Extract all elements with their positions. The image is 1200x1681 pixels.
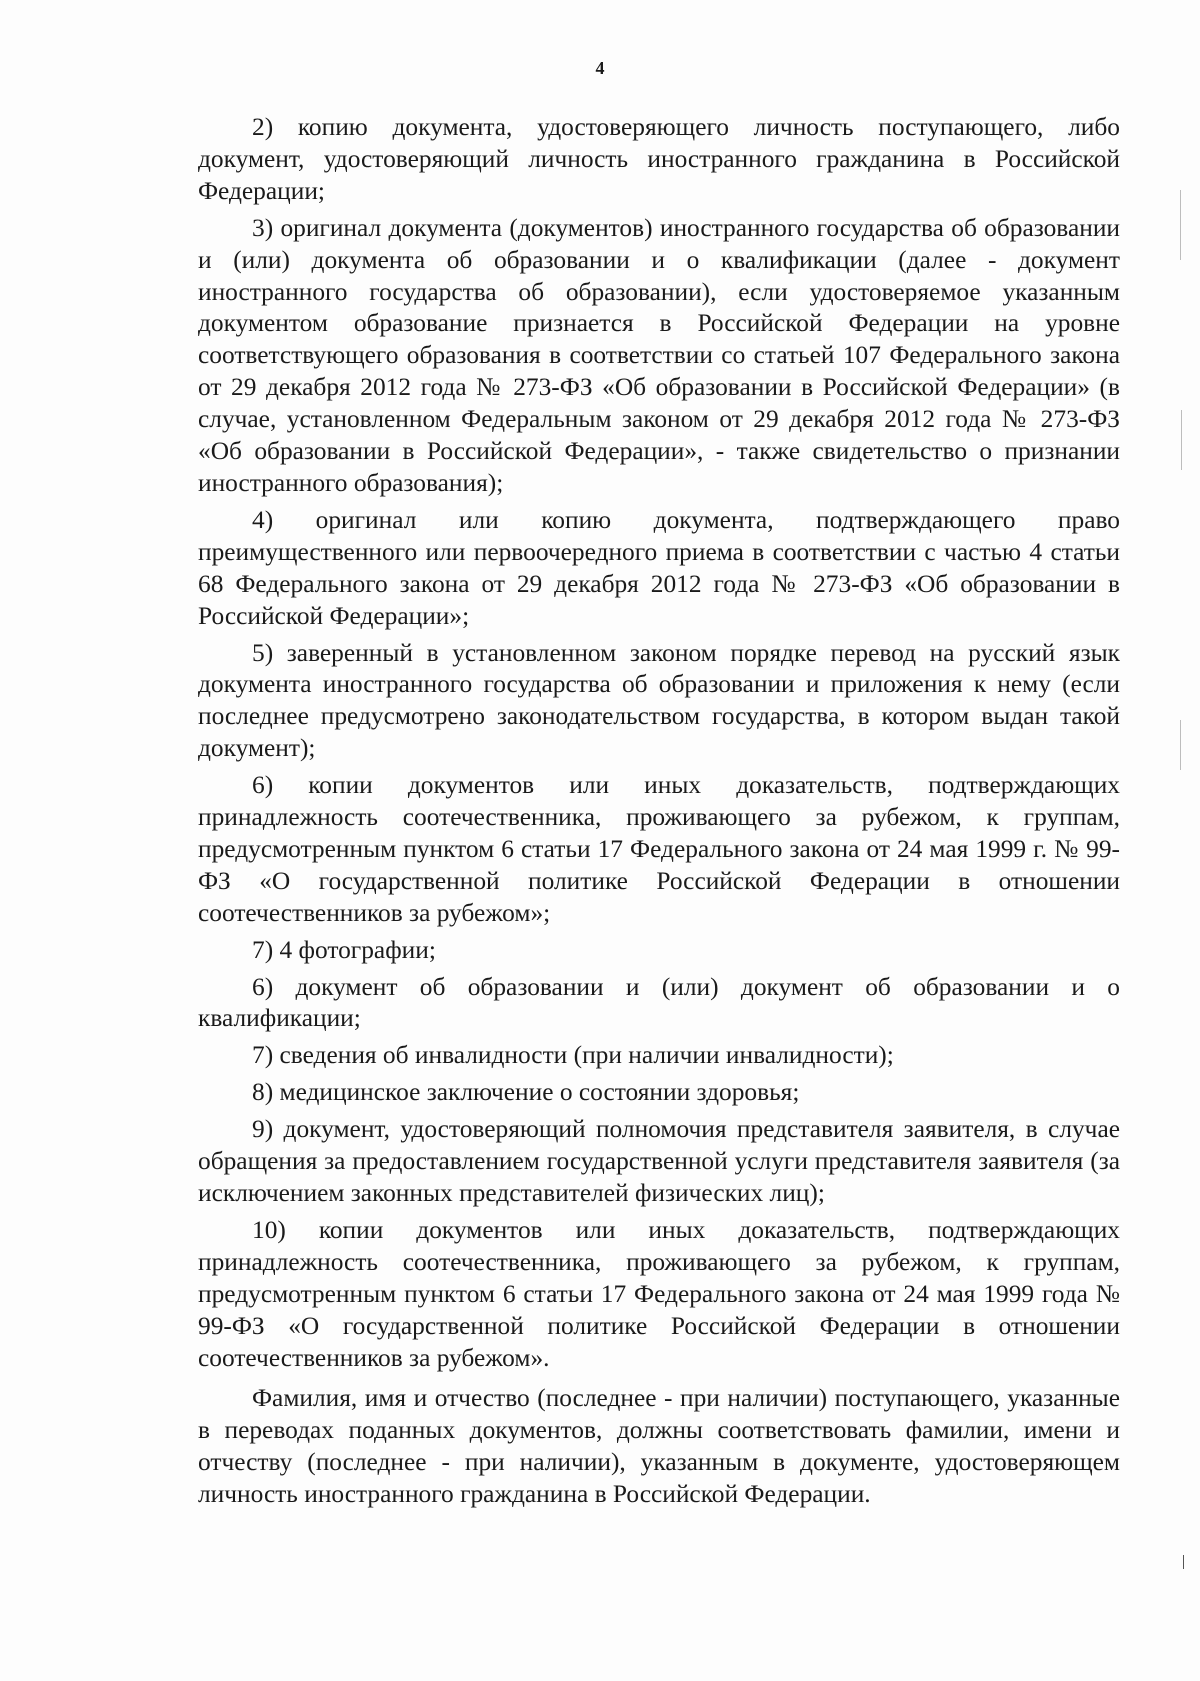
paragraph-item-6: 6) копии документов или иных доказательств, подтверждающих принадлежность соотечественника, проживающего за рубежом, к группам, предусмотренным пунктом 6 статьи 17 Федерального закона от 24 мая 1999 г. № 99-ФЗ «О государственной политике Российской Федерации в отношении соотечественников за рубежом»; xyxy=(198,771,1120,927)
scan-edge-mark xyxy=(1181,410,1182,470)
page-number: 4 xyxy=(595,58,605,78)
paragraph-item-7-disability: 7) сведения об инвалидности (при наличии инвалидности); xyxy=(252,1041,894,1070)
paragraph-item-9: 9) документ, удостоверяющий полномочия представителя заявителя, в случае обращения за предоставлением государственной услуги представителя заявителя (за исключением законных представителей физических лиц); xyxy=(198,1115,1120,1207)
paragraph-item-8: 8) медицинское заключение о состоянии здоровья; xyxy=(252,1078,800,1107)
paragraph-item-7-photos: 7) 4 фотографии; xyxy=(252,935,436,964)
scan-edge-mark xyxy=(1180,190,1181,260)
scan-edge-mark xyxy=(1180,720,1181,770)
paragraph-item-10: 10) копии документов или иных доказательств, подтверждающих принадлежность соотечественника, проживающего за рубежом, к группам, предусмотренным пунктом 6 статьи 17 Федерального закона от 24 мая 1999 года № 99-ФЗ «О государственной политике Российской Федерации в отношении соотечественников за рубежом». xyxy=(198,1215,1120,1372)
paragraph-name-requirement: Фамилия, имя и отчество (последнее - при наличии) поступающего, указанные в переводах поданных документов, должны соответствовать фамилии, имени и отчеству (последнее - при наличии), указанным в документе, удостоверяющем личность иностранного гражданина в Российской Федерации. xyxy=(198,1384,1120,1509)
paragraph-item-4: 4) оригинал или копию документа, подтверждающего право преимущественного или первоочередного приема в соответствии с частью 4 статьи 68 Федерального закона от 29 декабря 2012 года № 273-ФЗ «Об образовании в Российской Федерации»; xyxy=(198,505,1120,630)
paragraph-item-3: 3) оригинал документа (документов) иностранного государства об образовании и (или) документа об образовании и о квалификации (далее - документ иностранного государства об образовании), если удостоверяемое указанным документом образование признается в Российской Федерации на уровне соответствующего образования в соответствии со статьей 107 Федерального закона от 29 декабря 2012 года № 273-ФЗ «Об образовании в Российской Федерации» (в случае, установленном Федеральным законом от 29 декабря 2012 года № 273-ФЗ «Об образовании в Российской Федерации», - также свидетельство о признании иностранного образования); xyxy=(198,213,1120,497)
paragraph-item-5: 5) заверенный в установленном законом порядке перевод на русский язык документа иностранного государства об образовании и приложения к нему (если последнее предусмотрено законодательством государства, в котором выдан такой документ); xyxy=(198,638,1120,763)
paragraph-item-2: 2) копию документа, удостоверяющего личность поступающего, либо документ, удостоверяющий личность иностранного гражданина в Российской Федерации; xyxy=(198,113,1120,205)
scan-edge-mark xyxy=(1183,1555,1184,1569)
document-body xyxy=(198,112,1120,1511)
paragraph-item-6-education: 6) документ об образовании и (или) документ об образовании и о квалификации; xyxy=(198,972,1120,1033)
